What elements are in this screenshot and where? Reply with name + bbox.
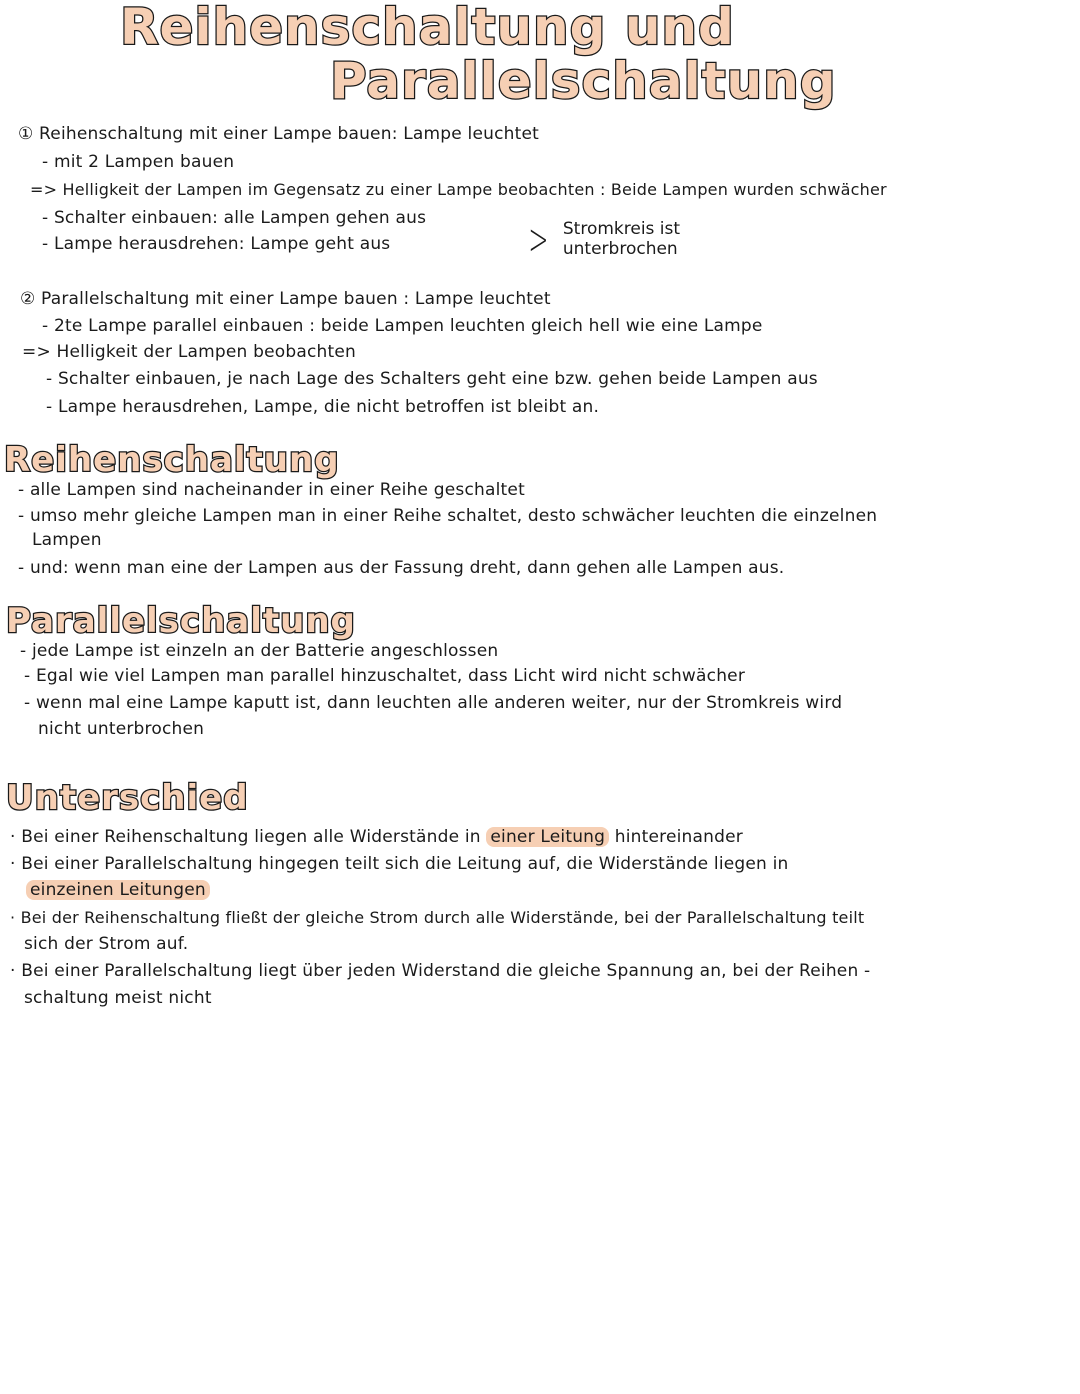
highlight-einer-leitung: einer Leitung [486, 827, 609, 847]
exp1-line2: - mit 2 Lampen bauen [42, 152, 235, 172]
brace-glyph: > [528, 214, 549, 265]
unterschied-bullet2: · Bei einer Parallelschaltung hingegen teilt sich die Leitung auf, die Widerstände liegen in [10, 854, 789, 874]
exp2-line4: - Schalter einbauen, je nach Lage des Schalters geht eine bzw. gehen beide Lampen aus [46, 369, 818, 389]
reihen-line3: - und: wenn man eine der Lampen aus der Fassung dreht, dann gehen alle Lampen aus. [18, 558, 785, 578]
reihen-line2b: Lampen [32, 530, 102, 550]
parallel-line1: - jede Lampe ist einzeln an der Batterie angeschlossen [20, 641, 499, 661]
parallel-line3b: nicht unterbrochen [38, 719, 205, 739]
page-title-line1: Reihenschaltung und [120, 0, 735, 56]
brace-line1: Stromkreis ist [562, 219, 681, 240]
brace-text [563, 220, 680, 259]
heading-parallelschaltung: Parallelschaltung [6, 601, 356, 641]
unterschied-bullet4: · Bei einer Parallelschaltung liegt über jeden Widerstand die gleiche Spannung an, bei der Reihen - [10, 961, 871, 981]
parallel-line3: - wenn mal eine Lampe kaputt ist, dann leuchten alle anderen weiter, nur der Stromkreis wird [24, 693, 843, 713]
brace-line2: unterbrochen [562, 239, 678, 259]
exp1-line5: - Lampe herausdrehen: Lampe geht aus [42, 234, 391, 254]
reihen-line1: - alle Lampen sind nacheinander in einer Reihe geschaltet [18, 480, 525, 500]
unterschied-b1-end: hintereinander [609, 827, 743, 847]
reihen-line2: - umso mehr gleiche Lampen man in einer Reihe schaltet, desto schwächer leuchten die einzelnen [18, 506, 878, 526]
page-title-line2: Parallelschaltung [330, 52, 837, 110]
exp1-line3: => Helligkeit der Lampen im Gegensatz zu einer Lampe beobachten : Beide Lampen wurden schwächer [30, 180, 887, 199]
exp2-line3: => Helligkeit der Lampen beobachten [22, 342, 356, 362]
exp1-line4: - Schalter einbauen: alle Lampen gehen aus [42, 208, 427, 228]
unterschied-bullet1 [10, 827, 743, 847]
unterschied-bullet4-cont: schaltung meist nicht [24, 988, 212, 1008]
highlight-einzelnen-leitungen: einzeinen Leitungen [26, 880, 210, 900]
exp2-line5: - Lampe herausdrehen, Lampe, die nicht betroffen ist bleibt an. [46, 397, 600, 417]
unterschied-bullet2-cont [26, 880, 210, 900]
exp2-line1: ② Parallelschaltung mit einer Lampe bauen : Lampe leuchtet [20, 289, 551, 309]
unterschied-b1-text: · Bei einer Reihenschaltung liegen alle Widerstände in [10, 827, 487, 847]
unterschied-bullet3-cont: sich der Strom auf. [24, 934, 189, 954]
parallel-line2: - Egal wie viel Lampen man parallel hinzuschaltet, dass Licht wird nicht schwächer [24, 666, 746, 686]
heading-reihenschaltung: Reihenschaltung [4, 440, 340, 480]
heading-unterschied: Unterschied [6, 778, 249, 818]
exp1-line1: ① Reihenschaltung mit einer Lampe bauen: Lampe leuchtet [18, 124, 539, 144]
unterschied-bullet3: · Bei der Reihenschaltung fließt der gleiche Strom durch alle Widerstände, bei der Parallelschaltung teilt [10, 908, 865, 927]
brace-note [520, 214, 681, 265]
exp2-line2: - 2te Lampe parallel einbauen : beide Lampen leuchten gleich hell wie eine Lampe [42, 316, 763, 336]
